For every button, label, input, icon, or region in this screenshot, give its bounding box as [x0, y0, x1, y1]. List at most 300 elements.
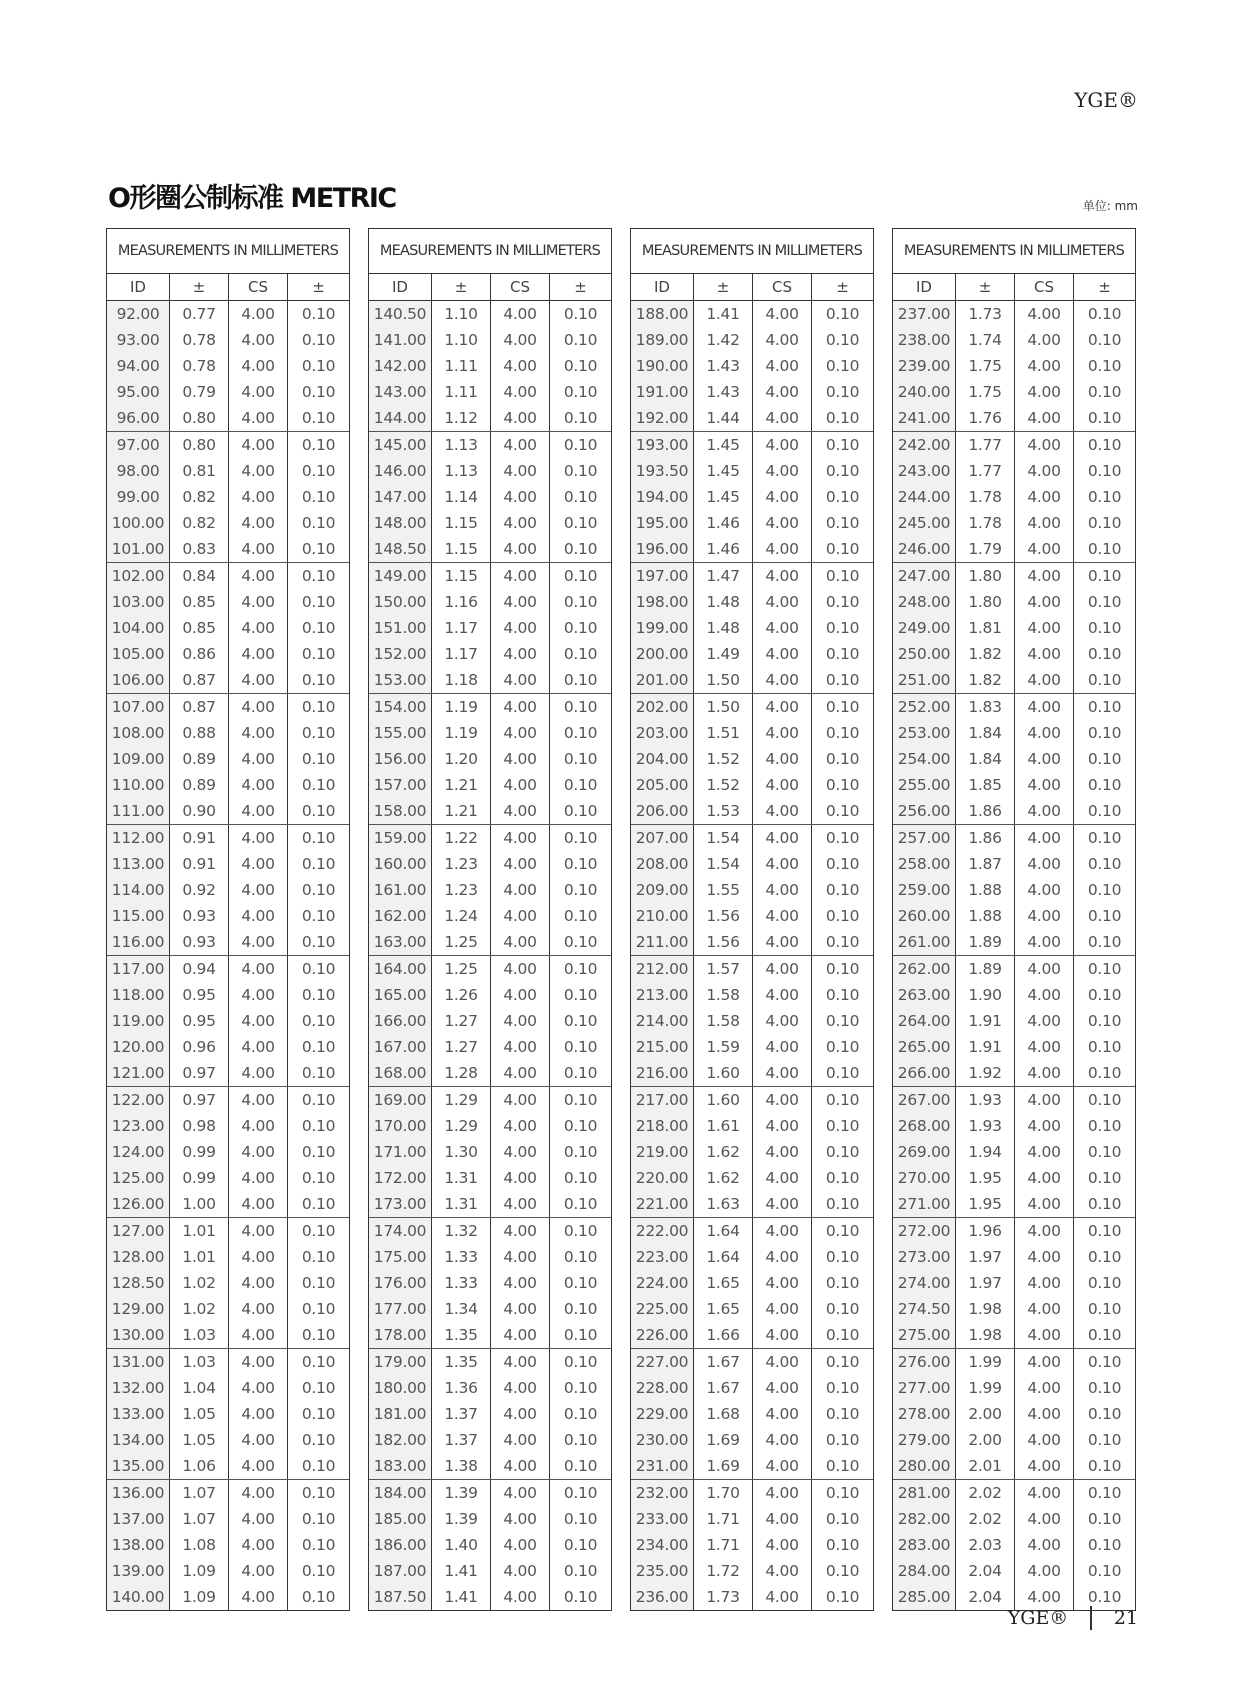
cell-cs-tolerance: 0.10	[301, 1353, 336, 1371]
cell-id-tolerance: 1.97	[956, 1244, 1015, 1270]
cell-id: 116.00	[107, 929, 170, 955]
cell-id: 278.00	[893, 1401, 956, 1427]
table-row	[369, 1060, 611, 1086]
cell-cs-tolerance: 0.10	[563, 357, 598, 375]
table-row	[631, 432, 873, 458]
cell-id-tolerance: 1.29	[432, 1087, 491, 1113]
table-row	[893, 1506, 1135, 1532]
cell-cs-tolerance: 0.10	[1087, 855, 1122, 873]
cell-id-tolerance: 0.95	[170, 982, 229, 1008]
cell-id-tolerance: 1.08	[170, 1532, 229, 1558]
cell-cs-tolerance: 0.10	[301, 305, 336, 323]
table-row	[631, 484, 873, 510]
table-row	[369, 563, 611, 589]
table-row	[893, 1191, 1135, 1217]
cell-id: 284.00	[893, 1558, 956, 1584]
cell-id-tolerance: 1.62	[694, 1139, 753, 1165]
cell-id: 92.00	[107, 301, 170, 327]
cell-cs: 4.00	[229, 405, 288, 431]
cell-cs-tolerance: 0.10	[301, 619, 336, 637]
cell-cs-tolerance: 0.10	[825, 1326, 860, 1344]
cell-cs: 4.00	[229, 458, 288, 484]
cell-id: 190.00	[631, 353, 694, 379]
cell-id-tolerance: 1.19	[432, 694, 491, 720]
cell-id: 154.00	[369, 694, 432, 720]
cell-cs-tolerance: 0.10	[563, 802, 598, 820]
cell-cs: 4.00	[229, 746, 288, 772]
cell-cs-tolerance: 0.10	[301, 907, 336, 925]
cell-id: 173.00	[369, 1191, 432, 1217]
cell-cs: 4.00	[229, 1008, 288, 1034]
cell-id-tolerance: 0.87	[170, 694, 229, 720]
page-footer	[1008, 1606, 1138, 1630]
table-row	[893, 458, 1135, 484]
table-row	[369, 1139, 611, 1165]
table-row	[893, 1139, 1135, 1165]
table-row	[107, 929, 349, 955]
cell-id: 213.00	[631, 982, 694, 1008]
cell-cs: 4.00	[491, 956, 550, 982]
cell-cs: 4.00	[229, 563, 288, 589]
cell-cs-tolerance: 0.10	[1087, 1484, 1122, 1502]
cell-id-tolerance: 1.89	[956, 929, 1015, 955]
column-header: ID	[893, 274, 956, 300]
cell-cs: 4.00	[491, 1034, 550, 1060]
cell-cs: 4.00	[229, 353, 288, 379]
cell-cs: 4.00	[1015, 405, 1074, 431]
cell-cs: 4.00	[491, 982, 550, 1008]
cell-id-tolerance: 1.19	[432, 720, 491, 746]
cell-cs: 4.00	[229, 1322, 288, 1348]
cell-cs-tolerance: 0.10	[825, 776, 860, 794]
cell-cs: 4.00	[1015, 563, 1074, 589]
cell-cs-tolerance: 0.10	[1087, 1326, 1122, 1344]
cell-cs-tolerance: 0.10	[825, 1536, 860, 1554]
cell-id: 258.00	[893, 851, 956, 877]
column-header: ±	[1098, 278, 1111, 296]
cell-id-tolerance: 1.07	[170, 1506, 229, 1532]
cell-cs-tolerance: 0.10	[563, 540, 598, 558]
cell-cs-tolerance: 0.10	[1087, 409, 1122, 427]
row-group	[107, 432, 349, 563]
cell-id-tolerance: 1.78	[956, 510, 1015, 536]
cell-id: 233.00	[631, 1506, 694, 1532]
cell-id: 120.00	[107, 1034, 170, 1060]
cell-id-tolerance: 1.02	[170, 1270, 229, 1296]
column-header: CS	[753, 274, 812, 300]
cell-cs: 4.00	[753, 1584, 812, 1610]
column-header: ±	[432, 274, 491, 300]
cell-cs-tolerance: 0.10	[1087, 1379, 1122, 1397]
cell-cs-tolerance: 0.10	[825, 1457, 860, 1475]
cell-cs-tolerance: 0.10	[563, 1064, 598, 1082]
cell-id-tolerance: 0.99	[170, 1165, 229, 1191]
cell-cs: 4.00	[1015, 1375, 1074, 1401]
cell-cs: 4.00	[229, 1375, 288, 1401]
table-row	[893, 1087, 1135, 1113]
cell-cs: 4.00	[491, 1218, 550, 1244]
cell-id: 126.00	[107, 1191, 170, 1217]
table-row	[631, 1427, 873, 1453]
cell-id-tolerance: 1.73	[694, 1584, 753, 1610]
cell-id: 170.00	[369, 1113, 432, 1139]
cell-cs-tolerance: 0.10	[563, 671, 598, 689]
cell-cs-tolerance: 0.10	[1087, 671, 1122, 689]
cell-id: 151.00	[369, 615, 432, 641]
cell-cs: 4.00	[229, 825, 288, 851]
cell-id-tolerance: 0.90	[170, 798, 229, 824]
cell-cs-tolerance: 0.10	[825, 907, 860, 925]
cell-cs-tolerance: 0.10	[563, 1562, 598, 1580]
cell-cs: 4.00	[1015, 458, 1074, 484]
cell-cs: 4.00	[491, 851, 550, 877]
cell-id: 230.00	[631, 1427, 694, 1453]
cell-id-tolerance: 0.99	[170, 1139, 229, 1165]
cell-id-tolerance: 1.50	[694, 694, 753, 720]
table-row	[893, 1244, 1135, 1270]
table-row	[369, 432, 611, 458]
cell-id-tolerance: 1.01	[170, 1244, 229, 1270]
table-row	[631, 1218, 873, 1244]
cell-id-tolerance: 1.89	[956, 956, 1015, 982]
cell-id-tolerance: 2.00	[956, 1427, 1015, 1453]
row-group	[107, 1087, 349, 1218]
cell-cs-tolerance: 0.10	[825, 1038, 860, 1056]
table-row	[631, 1008, 873, 1034]
cell-id-tolerance: 1.46	[694, 510, 753, 536]
table-row	[107, 563, 349, 589]
table-row	[893, 1480, 1135, 1506]
table-row	[107, 798, 349, 824]
cell-id-tolerance: 1.92	[956, 1060, 1015, 1086]
cell-id-tolerance: 1.98	[956, 1322, 1015, 1348]
cell-id: 202.00	[631, 694, 694, 720]
cell-cs: 4.00	[1015, 327, 1074, 353]
cell-cs: 4.00	[491, 1244, 550, 1270]
cell-id-tolerance: 1.59	[694, 1034, 753, 1060]
cell-cs: 4.00	[491, 1480, 550, 1506]
cell-id-tolerance: 1.34	[432, 1296, 491, 1322]
cell-cs-tolerance: 0.10	[825, 829, 860, 847]
cell-id: 136.00	[107, 1480, 170, 1506]
table-row	[107, 589, 349, 615]
cell-id-tolerance: 1.99	[956, 1349, 1015, 1375]
cell-id: 234.00	[631, 1532, 694, 1558]
cell-cs-tolerance: 0.10	[563, 1169, 598, 1187]
cell-cs-tolerance: 0.10	[301, 698, 336, 716]
cell-id: 226.00	[631, 1322, 694, 1348]
cell-cs: 4.00	[753, 1480, 812, 1506]
cell-id: 123.00	[107, 1113, 170, 1139]
cell-id-tolerance: 1.47	[694, 563, 753, 589]
row-group	[631, 1480, 873, 1610]
cell-id-tolerance: 0.80	[170, 405, 229, 431]
cell-id-tolerance: 1.52	[694, 746, 753, 772]
cell-id: 201.00	[631, 667, 694, 693]
cell-cs: 4.00	[229, 1191, 288, 1217]
cell-id: 131.00	[107, 1349, 170, 1375]
cell-cs-tolerance: 0.10	[301, 462, 336, 480]
cell-cs: 4.00	[491, 1139, 550, 1165]
table-row	[107, 536, 349, 562]
table-row	[893, 1349, 1135, 1375]
cell-cs-tolerance: 0.10	[301, 567, 336, 585]
cell-cs-tolerance: 0.10	[563, 986, 598, 1004]
row-group	[107, 1349, 349, 1480]
cell-id: 282.00	[893, 1506, 956, 1532]
table-row	[631, 929, 873, 955]
cell-id-tolerance: 1.45	[694, 484, 753, 510]
row-group	[893, 1087, 1135, 1218]
cell-id: 149.00	[369, 563, 432, 589]
cell-cs: 4.00	[1015, 301, 1074, 327]
cell-id: 272.00	[893, 1218, 956, 1244]
cell-cs-tolerance: 0.10	[301, 1274, 336, 1292]
cell-id-tolerance: 1.33	[432, 1244, 491, 1270]
cell-id-tolerance: 1.60	[694, 1060, 753, 1086]
cell-id-tolerance: 1.20	[432, 746, 491, 772]
cell-cs: 4.00	[753, 641, 812, 667]
table-row	[631, 615, 873, 641]
cell-id-tolerance: 0.82	[170, 510, 229, 536]
cell-id-tolerance: 1.61	[694, 1113, 753, 1139]
cell-id: 263.00	[893, 982, 956, 1008]
cell-cs-tolerance: 0.10	[1087, 1588, 1122, 1606]
table-row	[893, 641, 1135, 667]
cell-cs-tolerance: 0.10	[563, 1484, 598, 1502]
cell-cs-tolerance: 0.10	[1087, 829, 1122, 847]
cell-cs: 4.00	[1015, 1191, 1074, 1217]
table-row	[107, 432, 349, 458]
measurement-table-1	[106, 228, 350, 1611]
column-header: CS	[1015, 274, 1074, 300]
cell-id-tolerance: 0.80	[170, 432, 229, 458]
cell-id: 182.00	[369, 1427, 432, 1453]
cell-id-tolerance: 1.95	[956, 1165, 1015, 1191]
cell-id: 105.00	[107, 641, 170, 667]
table-row	[893, 301, 1135, 327]
cell-id: 277.00	[893, 1375, 956, 1401]
cell-id-tolerance: 1.31	[432, 1165, 491, 1191]
cell-id: 100.00	[107, 510, 170, 536]
table-row	[893, 851, 1135, 877]
table-row	[107, 615, 349, 641]
cell-id-tolerance: 1.79	[956, 536, 1015, 562]
cell-cs-tolerance: 0.10	[825, 619, 860, 637]
table-row	[893, 772, 1135, 798]
cell-id: 180.00	[369, 1375, 432, 1401]
cell-cs: 4.00	[753, 1506, 812, 1532]
table-row	[893, 353, 1135, 379]
cell-cs-tolerance: 0.10	[563, 1195, 598, 1213]
cell-id-tolerance: 0.77	[170, 301, 229, 327]
cell-id: 194.00	[631, 484, 694, 510]
cell-id-tolerance: 1.30	[432, 1139, 491, 1165]
cell-cs: 4.00	[1015, 1532, 1074, 1558]
cell-cs-tolerance: 0.10	[825, 986, 860, 1004]
table-row	[893, 1270, 1135, 1296]
cell-cs: 4.00	[1015, 1401, 1074, 1427]
row-group	[107, 1218, 349, 1349]
table-row	[631, 694, 873, 720]
cell-cs-tolerance: 0.10	[301, 776, 336, 794]
cell-id: 245.00	[893, 510, 956, 536]
cell-id-tolerance: 1.54	[694, 825, 753, 851]
cell-id: 152.00	[369, 641, 432, 667]
cell-cs-tolerance: 0.10	[301, 1562, 336, 1580]
cell-cs-tolerance: 0.10	[1087, 1405, 1122, 1423]
cell-cs-tolerance: 0.10	[301, 802, 336, 820]
cell-id: 115.00	[107, 903, 170, 929]
cell-cs: 4.00	[1015, 851, 1074, 877]
cell-id: 210.00	[631, 903, 694, 929]
cell-cs: 4.00	[229, 536, 288, 562]
table-row	[631, 746, 873, 772]
row-group	[107, 825, 349, 956]
cell-cs: 4.00	[229, 589, 288, 615]
cell-cs: 4.00	[491, 877, 550, 903]
table-header: MEASUREMENTS IN MILLIMETERS	[893, 229, 1135, 274]
cell-cs-tolerance: 0.10	[563, 1091, 598, 1109]
cell-id: 119.00	[107, 1008, 170, 1034]
table-row	[893, 956, 1135, 982]
table-row	[631, 353, 873, 379]
cell-cs: 4.00	[1015, 667, 1074, 693]
cell-id-tolerance: 1.10	[432, 301, 491, 327]
cell-cs-tolerance: 0.10	[825, 1405, 860, 1423]
cell-cs-tolerance: 0.10	[301, 1536, 336, 1554]
cell-cs: 4.00	[1015, 510, 1074, 536]
cell-id-tolerance: 1.06	[170, 1453, 229, 1479]
cell-id-tolerance: 2.01	[956, 1453, 1015, 1479]
table-row	[631, 772, 873, 798]
cell-id-tolerance: 1.35	[432, 1322, 491, 1348]
cell-id-tolerance: 1.93	[956, 1087, 1015, 1113]
cell-id: 273.00	[893, 1244, 956, 1270]
cell-id: 94.00	[107, 353, 170, 379]
cell-id: 157.00	[369, 772, 432, 798]
cell-cs: 4.00	[229, 1532, 288, 1558]
cell-id-tolerance: 1.85	[956, 772, 1015, 798]
cell-id-tolerance: 0.89	[170, 746, 229, 772]
cell-cs: 4.00	[491, 353, 550, 379]
cell-id-tolerance: 1.28	[432, 1060, 491, 1086]
table-row	[631, 379, 873, 405]
cell-id-tolerance: 1.41	[694, 301, 753, 327]
table-row	[107, 1270, 349, 1296]
cell-cs-tolerance: 0.10	[563, 907, 598, 925]
cell-id-tolerance: 1.66	[694, 1322, 753, 1348]
cell-cs-tolerance: 0.10	[1087, 514, 1122, 532]
cell-cs: 4.00	[229, 694, 288, 720]
cell-cs-tolerance: 0.10	[825, 357, 860, 375]
cell-id: 128.00	[107, 1244, 170, 1270]
cell-cs: 4.00	[1015, 877, 1074, 903]
cell-id-tolerance: 1.72	[694, 1558, 753, 1584]
table-row	[107, 379, 349, 405]
row-group	[631, 301, 873, 432]
cell-id-tolerance: 1.02	[170, 1296, 229, 1322]
cell-cs: 4.00	[753, 1008, 812, 1034]
cell-id-tolerance: 1.68	[694, 1401, 753, 1427]
cell-cs: 4.00	[1015, 1244, 1074, 1270]
table-row	[107, 877, 349, 903]
cell-id: 106.00	[107, 667, 170, 693]
cell-cs-tolerance: 0.10	[825, 1588, 860, 1606]
row-group	[107, 301, 349, 432]
cell-cs: 4.00	[491, 510, 550, 536]
cell-cs-tolerance: 0.10	[301, 1195, 336, 1213]
table-row	[631, 405, 873, 431]
cell-id-tolerance: 1.98	[956, 1296, 1015, 1322]
cell-cs-tolerance: 0.10	[301, 1169, 336, 1187]
table-row	[631, 720, 873, 746]
cell-cs: 4.00	[491, 1087, 550, 1113]
cell-id: 283.00	[893, 1532, 956, 1558]
cell-cs: 4.00	[491, 1113, 550, 1139]
cell-id: 224.00	[631, 1270, 694, 1296]
cell-cs: 4.00	[229, 327, 288, 353]
table-row	[631, 798, 873, 824]
table-row	[893, 667, 1135, 693]
row-group	[107, 956, 349, 1087]
cell-cs: 4.00	[229, 1453, 288, 1479]
row-group	[893, 1349, 1135, 1480]
cell-id-tolerance: 1.58	[694, 1008, 753, 1034]
cell-cs: 4.00	[753, 327, 812, 353]
cell-id: 274.50	[893, 1296, 956, 1322]
cell-cs: 4.00	[491, 641, 550, 667]
table-row	[107, 1296, 349, 1322]
table-row	[893, 1558, 1135, 1584]
cell-id: 177.00	[369, 1296, 432, 1322]
cell-cs-tolerance: 0.10	[825, 567, 860, 585]
table-row	[631, 1532, 873, 1558]
cell-cs-tolerance: 0.10	[301, 383, 336, 401]
cell-id: 200.00	[631, 641, 694, 667]
table-row	[369, 1191, 611, 1217]
cell-id: 124.00	[107, 1139, 170, 1165]
table-row	[631, 1296, 873, 1322]
cell-cs-tolerance: 0.10	[825, 802, 860, 820]
table-row	[107, 694, 349, 720]
cell-id-tolerance: 1.27	[432, 1034, 491, 1060]
table-row	[369, 1034, 611, 1060]
cell-id-tolerance: 1.16	[432, 589, 491, 615]
cell-cs-tolerance: 0.10	[563, 1588, 598, 1606]
column-headers	[893, 274, 1135, 301]
cell-cs-tolerance: 0.10	[301, 960, 336, 978]
cell-id: 222.00	[631, 1218, 694, 1244]
cell-id-tolerance: 1.82	[956, 667, 1015, 693]
cell-id: 148.00	[369, 510, 432, 536]
cell-cs-tolerance: 0.10	[301, 1300, 336, 1318]
cell-cs: 4.00	[753, 1427, 812, 1453]
table-row	[631, 956, 873, 982]
cell-cs: 4.00	[491, 903, 550, 929]
cell-cs-tolerance: 0.10	[825, 671, 860, 689]
cell-id-tolerance: 0.81	[170, 458, 229, 484]
cell-id-tolerance: 0.82	[170, 484, 229, 510]
cell-cs: 4.00	[1015, 1218, 1074, 1244]
cell-cs: 4.00	[1015, 903, 1074, 929]
cell-id-tolerance: 1.70	[694, 1480, 753, 1506]
cell-cs-tolerance: 0.10	[825, 881, 860, 899]
cell-id-tolerance: 1.41	[432, 1584, 491, 1610]
cell-id: 235.00	[631, 1558, 694, 1584]
cell-id: 162.00	[369, 903, 432, 929]
cell-cs: 4.00	[229, 772, 288, 798]
